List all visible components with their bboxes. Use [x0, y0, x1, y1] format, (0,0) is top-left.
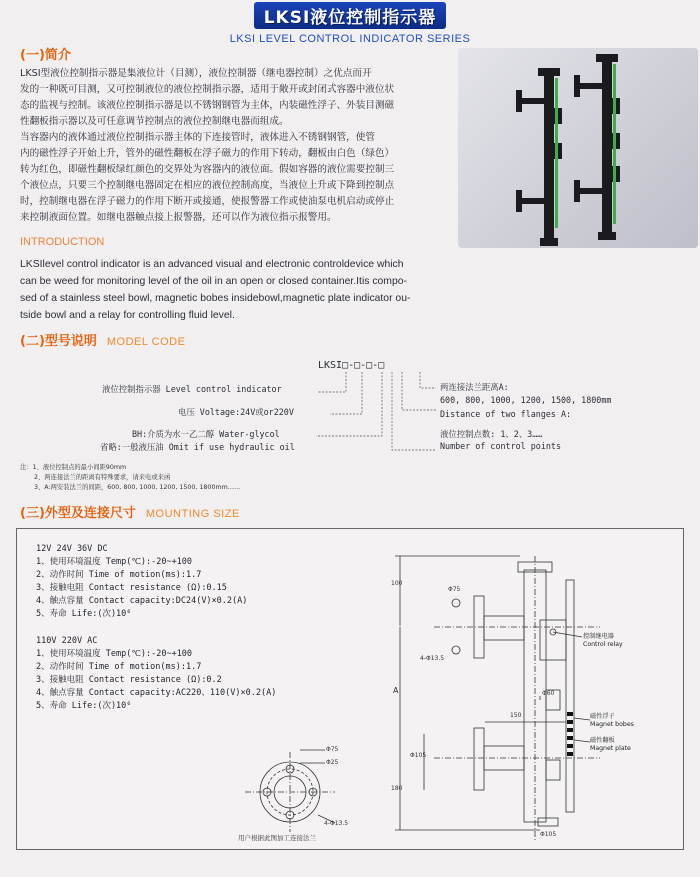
model-heading-en: MODEL CODE [106, 336, 186, 348]
model-code: LKSI□-□-□-□ [318, 360, 385, 371]
dim-phi105-side: Φ105 [410, 752, 427, 759]
section-model-heading [20, 330, 185, 349]
intro-cn-paragraph [20, 66, 448, 226]
model-omit: 省略:一般液压油 Omit if use hydraulic oil [100, 442, 295, 452]
spec-ac-block [36, 635, 276, 713]
spec-ac-head: 110V 220V AC [36, 636, 98, 646]
spec-dc-line: 2、动作时间 Time of motion(ms):1.7 [36, 570, 202, 580]
dim-holes-face: 4-Φ13.5 [324, 820, 349, 827]
intro-cn-line: 发的一种既可目测，又可控制液位的液位控制指示器，适用于敞开或封闭式容器中液位状 [20, 84, 395, 95]
plate-label [590, 737, 631, 753]
page-subtitle: LKSI LEVEL CONTROL INDICATOR SERIES [229, 33, 471, 45]
product-illustration [458, 48, 698, 248]
dim-phi105-bottom: Φ105 [540, 831, 557, 838]
model-name: 液位控制指示器 Level control indicator [102, 384, 282, 394]
spec-ac-line: 1、使用环境温度 Temp(℃):-20~+100 [36, 649, 193, 659]
intro-cn-line: 内的磁性浮子开始上升，管外的磁性翻板在浮子磁力的作用下转动，翻板由白色（绿色） [20, 148, 395, 159]
relay-label [583, 633, 623, 649]
intro-en-paragraph [20, 256, 450, 324]
spec-dc-line: 3、接触电阻 Contact resistance (Ω):0.15 [36, 583, 227, 593]
intro-cn-line: 性翻板指示器以及可任意调节控制点的液位控制继电器而组成。 [20, 116, 289, 127]
relay-label-cn: 控制继电器 [583, 633, 614, 640]
dim-phi75-side: Φ75 [448, 586, 461, 593]
section-mount-heading [20, 502, 240, 521]
dim-100: 100 [391, 580, 403, 587]
intro-cn-line: 转为红色，即磁性翻板绿红颜色的交界处为容器内的液位面。假如容器的液位需要控制三 [20, 164, 395, 175]
mount-heading-cn: (三)外型及连接尺寸 [20, 506, 136, 521]
page-title: LKSI液位控制指示器 [254, 2, 447, 29]
dim-a: A [393, 686, 399, 695]
dim-180: 180 [391, 785, 403, 792]
mount-heading-en: MOUNTING SIZE [145, 508, 240, 520]
bobes-label-cn: 磁性浮子 [590, 713, 615, 720]
dim-phi25: Φ25 [326, 759, 339, 766]
intro-cn-line: LKSI型液位控制指示器是集液位计（目测），液位控制器（继电器控制）之优点而开 [20, 68, 372, 79]
note-3: 3、A:两安装法兰的间距，600, 800, 1000, 1200, 1500, 1800mm…… [34, 484, 241, 491]
spec-dc-line: 5、寿命 Life:(次)10⁶ [36, 609, 132, 619]
intro-en-line: can be weed for monitoring level of the oil in an open or closed container.Itis compo- [20, 276, 407, 287]
note-1: 注：1、液位控制点的最小间距90mm [20, 464, 127, 471]
relay-label-en: Control relay [583, 641, 623, 648]
introduction-heading: INTRODUCTION [20, 236, 105, 248]
bobes-label [590, 713, 634, 729]
plate-label-cn: 磁性翻板 [590, 737, 615, 744]
spec-ac-line: 4、触点容量 Contact capacity:AC220、110(V)×0.2(A) [36, 688, 277, 698]
intro-en-line: tside bowl and a relay for controlling fluid level. [20, 310, 235, 321]
spec-dc-block [36, 543, 247, 621]
bobes-label-en: Magnet bobes [590, 721, 634, 728]
note-2: 2、两连接法兰的距离有特殊要求，请来电或来函 [34, 474, 171, 481]
dim-holes-side: 4-Φ13.5 [420, 655, 445, 662]
intro-cn-line: 态的监视与控制。该液位控制指示器是以不锈钢钢管为主体，内装磁性浮子、外装目测磁 [20, 100, 395, 111]
intro-en-line: LKSIlevel control indicator is an advanced visual and electronic controldevice which [20, 259, 404, 270]
model-heading-cn: (二)型号说明 [20, 334, 97, 349]
control-points-cn: 液位控制点数: 1、2、3…… [440, 429, 543, 439]
page-header [0, 2, 700, 45]
flange-distance-values: 600, 800, 1000, 1200, 1500, 1800mm [440, 395, 612, 405]
model-bh: BH:介质为水一乙二醇 Water-glycol [132, 429, 280, 439]
flange-distance-en: Distance of two flanges A: [440, 409, 572, 419]
intro-cn-line: 当容器内的液体通过液位控制指示器主体的下连接管时，液体进入不锈钢钢管，使管 [20, 132, 375, 143]
product-photo [458, 48, 698, 248]
spec-ac-line: 5、寿命 Life:(次)10⁶ [36, 701, 132, 711]
section-intro-heading: (一)简介 [20, 48, 71, 63]
intro-cn-line: 来控制液面位置。如继电器触点接上报警器，还可以作为液位指示报警用。 [20, 212, 337, 223]
intro-en-line: sed of a stainless steel bowl, magnetic bobes insidebowl,magnetic plate indicator ou- [20, 293, 411, 304]
spec-ac-line: 3、接触电阻 Contact resistance (Ω):0.2 [36, 675, 222, 685]
intro-cn-line: 时，控制继电器在浮子磁力的作用下断开或接通，使报警器工作或使油泵电机启动或停止 [20, 196, 395, 207]
dim-150: 150 [510, 712, 522, 719]
plate-label-en: Magnet plate [590, 745, 631, 752]
spec-ac-line: 2、动作时间 Time of motion(ms):1.7 [36, 662, 202, 672]
spec-dc-line: 4、触点容量 Contact capacity:DC24(V)×0.2(A) [36, 596, 248, 606]
dim-phi60: Φ60 [542, 690, 555, 697]
model-voltage: 电压 Voltage:24V或or220V [178, 407, 294, 417]
flange-distance-cn: 两连接法兰距离A: [440, 382, 509, 392]
drawing-caption: 用户根据此图加工连接法兰 [238, 834, 316, 842]
spec-dc-head: 12V 24V 36V DC [36, 544, 108, 554]
dim-phi75-face: Φ75 [326, 746, 339, 753]
control-points-en: Number of control points [440, 441, 562, 451]
intro-cn-line: 个液位点，只要三个控制继电器固定在相应的液位控制高度，当液位上升或下降到控制点 [20, 180, 395, 191]
spec-dc-line: 1、使用环境温度 Temp(℃):-20~+100 [36, 557, 193, 567]
notes [20, 463, 240, 493]
